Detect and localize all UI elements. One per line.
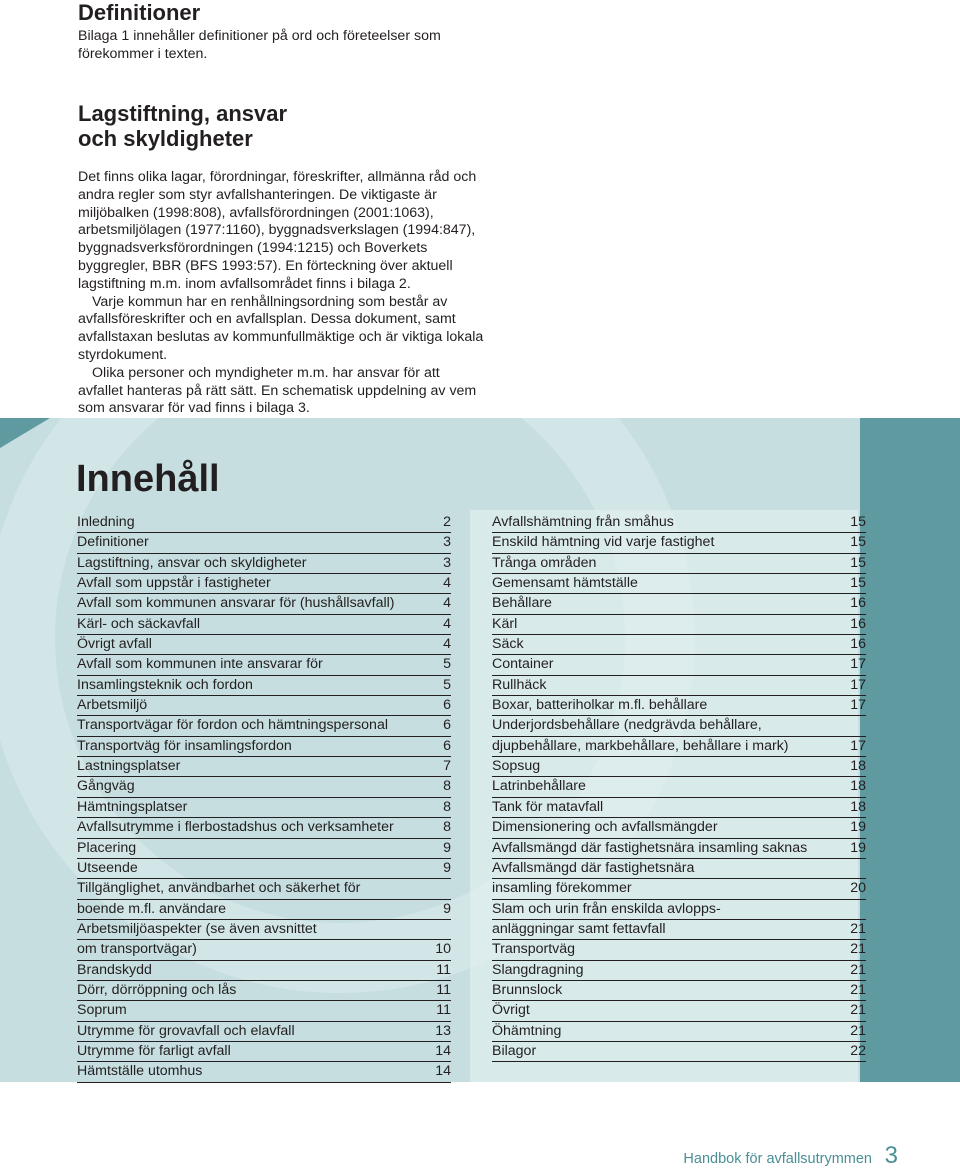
toc-entry-title: Container (492, 656, 554, 673)
toc-entry-title: Avfall som kommunen inte ansvarar för (77, 656, 323, 673)
toc-entry[interactable] (492, 900, 866, 920)
legislation-heading (78, 101, 488, 151)
toc-entry[interactable] (492, 615, 866, 635)
toc-entry[interactable] (77, 574, 451, 594)
toc-entry[interactable] (77, 777, 451, 797)
toc-entry-title: Latrinbehållare (492, 778, 586, 795)
toc-entry-title: Enskild hämtning vid varje fastighet (492, 534, 715, 551)
toc-entry-page: 16 (850, 595, 866, 612)
toc-entry[interactable] (77, 696, 451, 716)
toc-entry[interactable] (77, 554, 451, 574)
toc-entry-page: 17 (850, 697, 866, 714)
toc-entry[interactable] (492, 1022, 866, 1042)
toc-entry[interactable] (77, 533, 451, 553)
toc-entry[interactable] (77, 655, 451, 675)
toc-entry[interactable] (77, 676, 451, 696)
toc-entry[interactable] (492, 940, 866, 960)
toc-entry-title: boende m.fl. användare (77, 900, 227, 917)
legislation-paragraph-2: Varje kommun har en renhållningsordning som består av avfallsföreskrifter och en avfallsplan. Dessa dokument, samt avfallstaxan beslutas av kommunfullmäktige och är viktiga lokala styrdokument. (78, 293, 484, 363)
toc-right-column (492, 513, 866, 1062)
toc-entry-title: Slangdragning (492, 961, 584, 978)
toc-entry[interactable] (77, 1022, 451, 1042)
toc-entry-title: Övrigt avfall (77, 636, 152, 653)
toc-entry-page: 14 (435, 1063, 451, 1080)
toc-left-column (77, 513, 451, 1083)
toc-entry[interactable] (77, 879, 451, 899)
toc-entry-page: 4 (443, 636, 451, 653)
toc-entry[interactable] (492, 594, 866, 614)
toc-entry-title: Behållare (492, 595, 552, 612)
toc-entry-page: 15 (850, 554, 866, 571)
toc-entry-page: 6 (443, 697, 451, 714)
toc-entry-page: 4 (443, 615, 451, 632)
toc-entry-page: 2 (443, 514, 451, 530)
toc-entry-page: 17 (850, 737, 866, 754)
toc-entry-title: Tank för matavfall (492, 798, 604, 815)
legislation-paragraph-3: Olika personer och myndigheter m.m. har ansvar för att avfallet hanteras på rätt sätt. En schematisk uppdelning av vem som ansvarar för vad finns i bilaga 3. (78, 364, 477, 417)
toc-entry-title: Soprum (77, 1002, 127, 1019)
toc-entry[interactable] (492, 920, 866, 940)
toc-entry-page: 11 (436, 1002, 451, 1019)
toc-entry-title: Slam och urin från enskilda avlopps- (492, 900, 721, 917)
toc-entry-page: 10 (435, 941, 451, 958)
toc-entry-title: Transportväg för insamlingsfordon (77, 737, 292, 754)
toc-entry-title: Avfallsutrymme i flerbostadshus och verksamheter (77, 819, 394, 836)
toc-entry-title: om transportvägar) (77, 941, 197, 958)
toc-entry-page: 21 (850, 1022, 866, 1039)
toc-entry-title: insamling förekommer (492, 880, 632, 897)
toc-entry[interactable] (77, 900, 451, 920)
toc-entry-page: 5 (443, 656, 451, 673)
toc-entry[interactable] (492, 1001, 866, 1021)
definitions-text: Bilaga 1 innehåller definitioner på ord och företeelser som förekommer i texten. (78, 28, 441, 62)
toc-entry-page: 16 (850, 615, 866, 632)
toc-entry-title: Placering (77, 839, 137, 856)
toc-entry[interactable] (492, 716, 866, 736)
toc-entry-page: 3 (443, 554, 451, 571)
toc-entry[interactable] (77, 615, 451, 635)
toc-entry-title: Övrigt (492, 1002, 530, 1019)
toc-entry-page: 6 (443, 717, 451, 734)
toc-entry[interactable] (492, 737, 866, 757)
toc-entry[interactable] (77, 757, 451, 777)
toc-entry[interactable] (492, 635, 866, 655)
toc-entry-title: Definitioner (77, 534, 149, 551)
toc-entry-page: 4 (443, 575, 451, 592)
toc-entry-title: Boxar, batteriholkar m.fl. behållare (492, 697, 708, 714)
toc-entry-title: Utseende (77, 859, 138, 876)
toc-title: Innehåll (76, 458, 220, 500)
toc-entry-page: 19 (850, 839, 866, 856)
toc-entry-page: 6 (443, 737, 451, 754)
toc-entry-title: djupbehållare, markbehållare, behållare i mark) (492, 737, 789, 754)
toc-entry[interactable] (77, 818, 451, 838)
toc-entry-title: Inledning (77, 514, 135, 530)
toc-entry-title: Underjordsbehållare (nedgrävda behållare, (492, 717, 762, 734)
toc-entry[interactable] (492, 798, 866, 818)
toc-entry[interactable] (492, 981, 866, 1001)
toc-entry-page: 3 (443, 534, 451, 551)
toc-entry-title: Lagstiftning, ansvar och skyldigheter (77, 554, 307, 571)
toc-entry[interactable] (77, 716, 451, 736)
toc-entry-title: Hämtningsplatser (77, 798, 188, 815)
legislation-paragraph-1: Det finns olika lagar, förordningar, föreskrifter, allmänna råd och andra regler som styr avfallshanteringen. De viktigaste är miljöbalken (1998:808), avfallsförordningen (2001:1063), arbetsmiljölagen (1977:1160), byggnadsverkslagen (1994:847), byggnadsverksförordningen (1994:1215) och Boverkets byggregler, BBR (BFS 1993:57). En förteckning över aktuell lagstiftning m.m. inom avfallsområdet finns i bilaga 2. (78, 169, 477, 292)
toc-entry[interactable] (492, 859, 866, 879)
toc-entry-title: Avfallshämtning från småhus (492, 514, 674, 530)
toc-entry-page: 8 (443, 778, 451, 795)
toc-entry-page: 16 (850, 636, 866, 653)
toc-entry-title: Lastningsplatser (77, 758, 181, 775)
toc-entry-page: 18 (850, 758, 866, 775)
footer-title: Handbok för avfallsutrymmen (683, 1151, 872, 1167)
toc-entry-page: 21 (850, 981, 866, 998)
toc-entry[interactable] (77, 798, 451, 818)
toc-entry[interactable] (77, 635, 451, 655)
toc-entry[interactable] (77, 920, 451, 940)
legislation-heading-line1: Lagstiftning, ansvar (78, 101, 288, 126)
toc-entry-page: 8 (443, 798, 451, 815)
toc-entry-title: Bilagor (492, 1042, 537, 1059)
toc-entry-page: 18 (850, 798, 866, 815)
toc-entry[interactable] (77, 839, 451, 859)
toc-entry-title: Avfallsmängd där fastighetsnära (492, 859, 695, 876)
toc-entry-page: 13 (435, 1022, 451, 1039)
toc-entry-page: 5 (443, 676, 451, 693)
toc-entry[interactable] (77, 1001, 451, 1021)
toc-entry-title: Dimensionering och avfallsmängder (492, 819, 718, 836)
toc-entry[interactable] (492, 1042, 866, 1062)
toc-entry[interactable] (77, 1042, 451, 1062)
toc-entry-page: 14 (435, 1042, 451, 1059)
toc-entry[interactable] (492, 757, 866, 777)
toc-entry-page: 15 (850, 514, 866, 530)
toc-entry-page: 21 (850, 920, 866, 937)
toc-entry-page: 21 (850, 961, 866, 978)
toc-entry[interactable] (492, 961, 866, 981)
toc-entry[interactable] (492, 574, 866, 594)
toc-entry-page: 15 (850, 575, 866, 592)
toc-entry-page: 20 (850, 880, 866, 897)
definitions-heading: Definitioner (78, 0, 201, 25)
toc-entry[interactable] (492, 554, 866, 574)
toc-entry-title: Rullhäck (492, 676, 547, 693)
toc-entry-page: 21 (850, 941, 866, 958)
toc-entry[interactable] (492, 839, 866, 859)
toc-entry-page: 9 (443, 900, 451, 917)
toc-entry[interactable] (492, 655, 866, 675)
toc-entry-title: Arbetsmiljöaspekter (se även avsnittet (77, 920, 317, 937)
toc-entry[interactable] (492, 533, 866, 553)
legislation-heading-line2: och skyldigheter (78, 126, 253, 151)
toc-entry[interactable] (492, 818, 866, 838)
toc-entry-title: Öhämtning (492, 1022, 562, 1039)
toc-entry-title: Arbetsmiljö (77, 697, 148, 714)
band-right-strip (860, 418, 960, 1082)
toc-entry-page: 19 (850, 819, 866, 836)
toc-entry-title: Insamlingsteknik och fordon (77, 676, 253, 693)
toc-entry[interactable] (77, 594, 451, 614)
toc-entry-title: Avfall som uppstår i fastigheter (77, 575, 271, 592)
toc-entry-title: Utrymme för farligt avfall (77, 1042, 231, 1059)
toc-entry-title: Transportväg (492, 941, 576, 958)
toc-entry-page: 11 (436, 981, 451, 998)
toc-entry-page: 9 (443, 839, 451, 856)
toc-entry-page: 21 (850, 1002, 866, 1019)
toc-entry-title: Utrymme för grovavfall och elavfall (77, 1022, 295, 1039)
toc-entry-title: Avfallsmängd där fastighetsnära insamling saknas (492, 839, 808, 856)
toc-entry-title: Kärl- och säckavfall (77, 615, 201, 632)
toc-entry[interactable] (77, 981, 451, 1001)
toc-entry[interactable] (492, 676, 866, 696)
toc-entry-title: Sopsug (492, 758, 541, 775)
toc-entry[interactable] (492, 879, 866, 899)
intro-section (78, 0, 488, 418)
toc-entry-title: Brandskydd (77, 961, 152, 978)
toc-entry[interactable] (492, 696, 866, 716)
toc-entry[interactable] (77, 961, 451, 981)
toc-entry-title: Transportvägar för fordon och hämtningspersonal (77, 717, 388, 734)
toc-entry-title: Tillgänglighet, användbarhet och säkerhet för (77, 880, 361, 897)
toc-entry[interactable] (77, 737, 451, 757)
toc-entry[interactable] (77, 513, 451, 533)
page-number: 3 (884, 1142, 898, 1168)
toc-entry-page: 4 (443, 595, 451, 612)
toc-entry-page: 7 (443, 758, 451, 775)
toc-entry-title: Gemensamt hämtställe (492, 575, 638, 592)
toc-entry-title: anläggningar samt fettavfall (492, 920, 666, 937)
toc-entry-title: Avfall som kommunen ansvarar för (hushållsavfall) (77, 595, 395, 612)
toc-entry-page: 11 (436, 961, 451, 978)
toc-entry-title: Hämtställe utomhus (77, 1063, 203, 1080)
toc-entry-page: 8 (443, 819, 451, 836)
toc-entry[interactable] (77, 859, 451, 879)
toc-entry-page: 18 (850, 778, 866, 795)
toc-entry-title: Dörr, dörröppning och lås (77, 981, 237, 998)
toc-entry-page: 15 (850, 534, 866, 551)
toc-entry-page: 22 (850, 1042, 866, 1059)
toc-entry-title: Säck (492, 636, 524, 653)
toc-entry[interactable] (492, 777, 866, 797)
toc-entry-title: Brunnslock (492, 981, 563, 998)
toc-entry-page: 17 (850, 656, 866, 673)
toc-entry[interactable] (492, 513, 866, 533)
toc-entry-title: Gångväg (77, 778, 135, 795)
toc-entry-title: Kärl (492, 615, 518, 632)
toc-entry[interactable] (77, 940, 451, 960)
toc-entry-title: Trånga områden (492, 554, 597, 571)
toc-entry[interactable] (77, 1062, 451, 1082)
toc-entry-page: 17 (850, 676, 866, 693)
toc-entry-page: 9 (443, 859, 451, 876)
legislation-body (78, 169, 488, 418)
